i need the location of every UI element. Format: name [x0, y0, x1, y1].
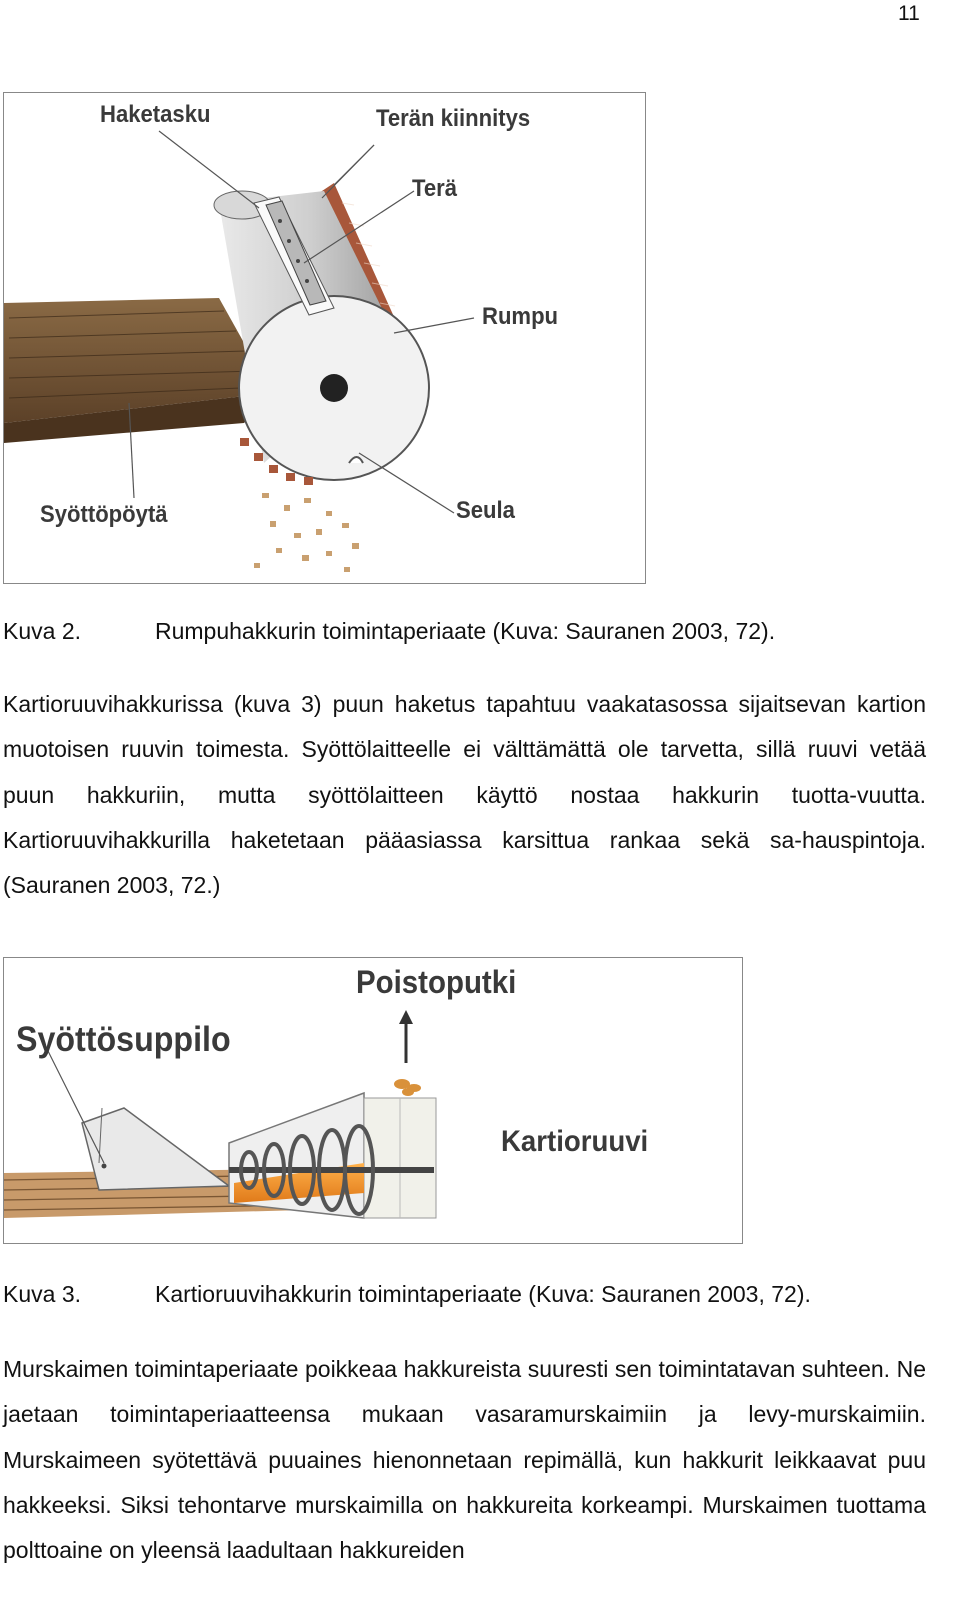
- label-tera: Terä: [412, 175, 458, 202]
- page-number: 11: [898, 2, 920, 25]
- label-kartioruuvi: Kartioruuvi: [501, 1125, 649, 1158]
- paragraph-kartioruuvi: Kartioruuvihakkurissa (kuva 3) puun haketus tapahtuu vaakatasossa sijaitsevan kartion muotoisen ruuvin toimesta. Syöttölaitteelle ei välttämättä ole tarvetta, sillä ruuvi vetää puun hakkuriin, mutta syöttölaitteen käyttö nostaa hakkurin tuotta-vuutta. Kartioruuvihakkurilla haketetaan pääasiassa karsittua rankaa sekä sa-hauspintoja. (Sauranen 2003, 72.): [3, 691, 926, 899]
- wood-chips: [254, 493, 359, 572]
- figure3-caption-number: Kuva 3.: [3, 1281, 81, 1307]
- figure3-caption-text: Kartioruuvihakkurin toimintaperiaate (Kuva: Sauranen 2003, 72).: [155, 1281, 811, 1307]
- label-teran-kiinnitys: Terän kiinnitys: [376, 105, 531, 132]
- paragraph-murskain: Murskaimen toimintaperiaate poikkeaa hakkureista suuresti sen toimintatavan suhteen. Ne jaetaan toimintaperiaatteensa mukaan vasaramurskaimiin ja levy-murskaimiin. Murskaimeen syötettävä puuaines hienonnetaan repimällä, kun hakkurit leikkaavat puu hakkeeksi. Siksi tehontarve murskaimilla on hakkureita korkeampi. Murskaimen tuottama polttoaine on yleensä laadultaan hakkureiden: [3, 1356, 926, 1564]
- label-syottosuppilo: Syöttösuppilo: [16, 1020, 231, 1059]
- label-poistoputki: Poistoputki: [356, 964, 517, 1000]
- label-haketasku: Haketasku: [100, 101, 211, 128]
- label-syottopoyta: Syöttöpöytä: [40, 501, 168, 528]
- discharge-arrow: [394, 1010, 421, 1096]
- figure2-caption-number: Kuva 2.: [3, 618, 81, 644]
- feed-hopper: [44, 1043, 229, 1190]
- figure3-caption: [3, 1281, 811, 1308]
- cone-screw-chipper-figure: [3, 957, 743, 1244]
- label-seula: Seula: [456, 497, 515, 524]
- label-rumpu: Rumpu: [482, 303, 559, 330]
- drum: [214, 191, 429, 480]
- drum-chipper-figure: [3, 92, 646, 584]
- figure2-caption-text: Rumpuhakkurin toimintaperiaate (Kuva: Sauranen 2003, 72).: [155, 618, 776, 644]
- feed-table: [4, 298, 272, 443]
- figure2-caption: [3, 618, 775, 645]
